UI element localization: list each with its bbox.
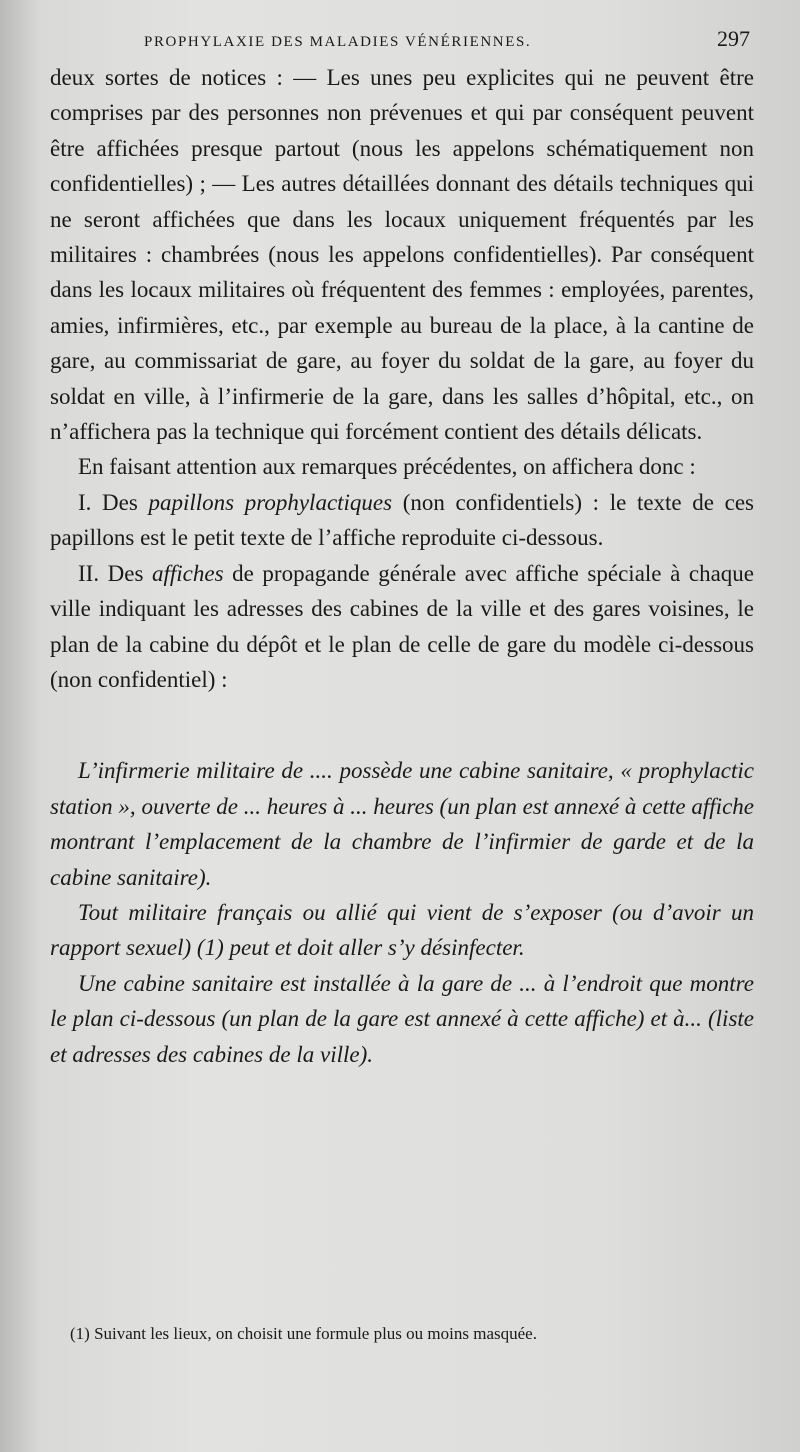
running-head [50, 26, 754, 60]
item-1-emphasis: papillons prophylactiques [148, 489, 393, 515]
running-title: PROPHYLAXIE DES MALADIES VÉNÉRIENNES. [144, 34, 532, 50]
paragraph-item-1 [50, 485, 754, 556]
paragraph-continuation: deux sortes de notices : — Les unes peu explicites qui ne peuvent être comprises par des personnes non prévenues et qui par conséquent peuvent être affichées presque partout (nous les appelons schématiquement non confidentielles) ; — Les autres détaillées donnant des détails techniques qui ne seront affichées que dans les locaux uniquement fréquentés par les militaires : chambrées (nous les appelons confidentielles). Par conséquent dans les locaux militaires où fréquentent des femmes : employées, parentes, amies, infirmières, etc., par exemple au bureau de la place, à la cantine de gare, au commissariat de gare, au foyer du soldat de la gare, au foyer du soldat en ville, à l’infirmerie de la gare, dans les salles d’hôpital, etc., on n’affichera pas la technique qui forcément contient des détails délicats. [50, 65, 754, 445]
page-number: 297 [717, 26, 750, 51]
notice-paragraph-3: Une cabine sanitaire est installée à la gare de ... à l’endroit que montre le plan ci-dessous (un plan de la gare est annexé à cette affiche) et à... (liste et adresses des cabines de la ville). [50, 970, 754, 1067]
item-1-lead: I. Des [78, 489, 149, 515]
item-1-tail: (non confidentiels) : le texte de ces papillons est le petit texte de l’affiche reproduite ci-dessous. [50, 489, 755, 551]
paragraph-intro: En faisant attention aux remarques précédentes, on affichera donc : [78, 454, 696, 480]
item-2-tail: de propagande générale avec affiche spéciale à chaque ville indiquant les adresses des cabines de la ville et des gares voisines, le plan de la cabine du dépôt et le plan de celle de gare du modèle ci-dessous (non confidentiel) : [50, 560, 754, 692]
paragraph-item-2 [50, 556, 754, 698]
item-2-emphasis: affiches [152, 560, 224, 586]
footnote: (1) Suivant les lieux, on choisit une formule plus ou moins masquée. [70, 1324, 537, 1343]
main-text [50, 60, 754, 1072]
notice-paragraph-2: Tout militaire français ou allié qui vient de s’exposer (ou d’avoir un rapport sexuel) (1) peut et doit aller s’y désinfecter. [50, 899, 754, 961]
poster-notice [50, 753, 754, 1072]
section-gap [50, 697, 754, 753]
item-2-lead: II. Des [78, 560, 152, 586]
notice-paragraph-1: L’infirmerie militaire de .... possède une cabine sanitaire, « prophylactic station », ouverte de ... heures à ... heures (un plan est annexé à cette affiche montrant l’emplacement de la chambre de l’infirmier de garde et de la cabine sanitaire). [50, 758, 754, 890]
